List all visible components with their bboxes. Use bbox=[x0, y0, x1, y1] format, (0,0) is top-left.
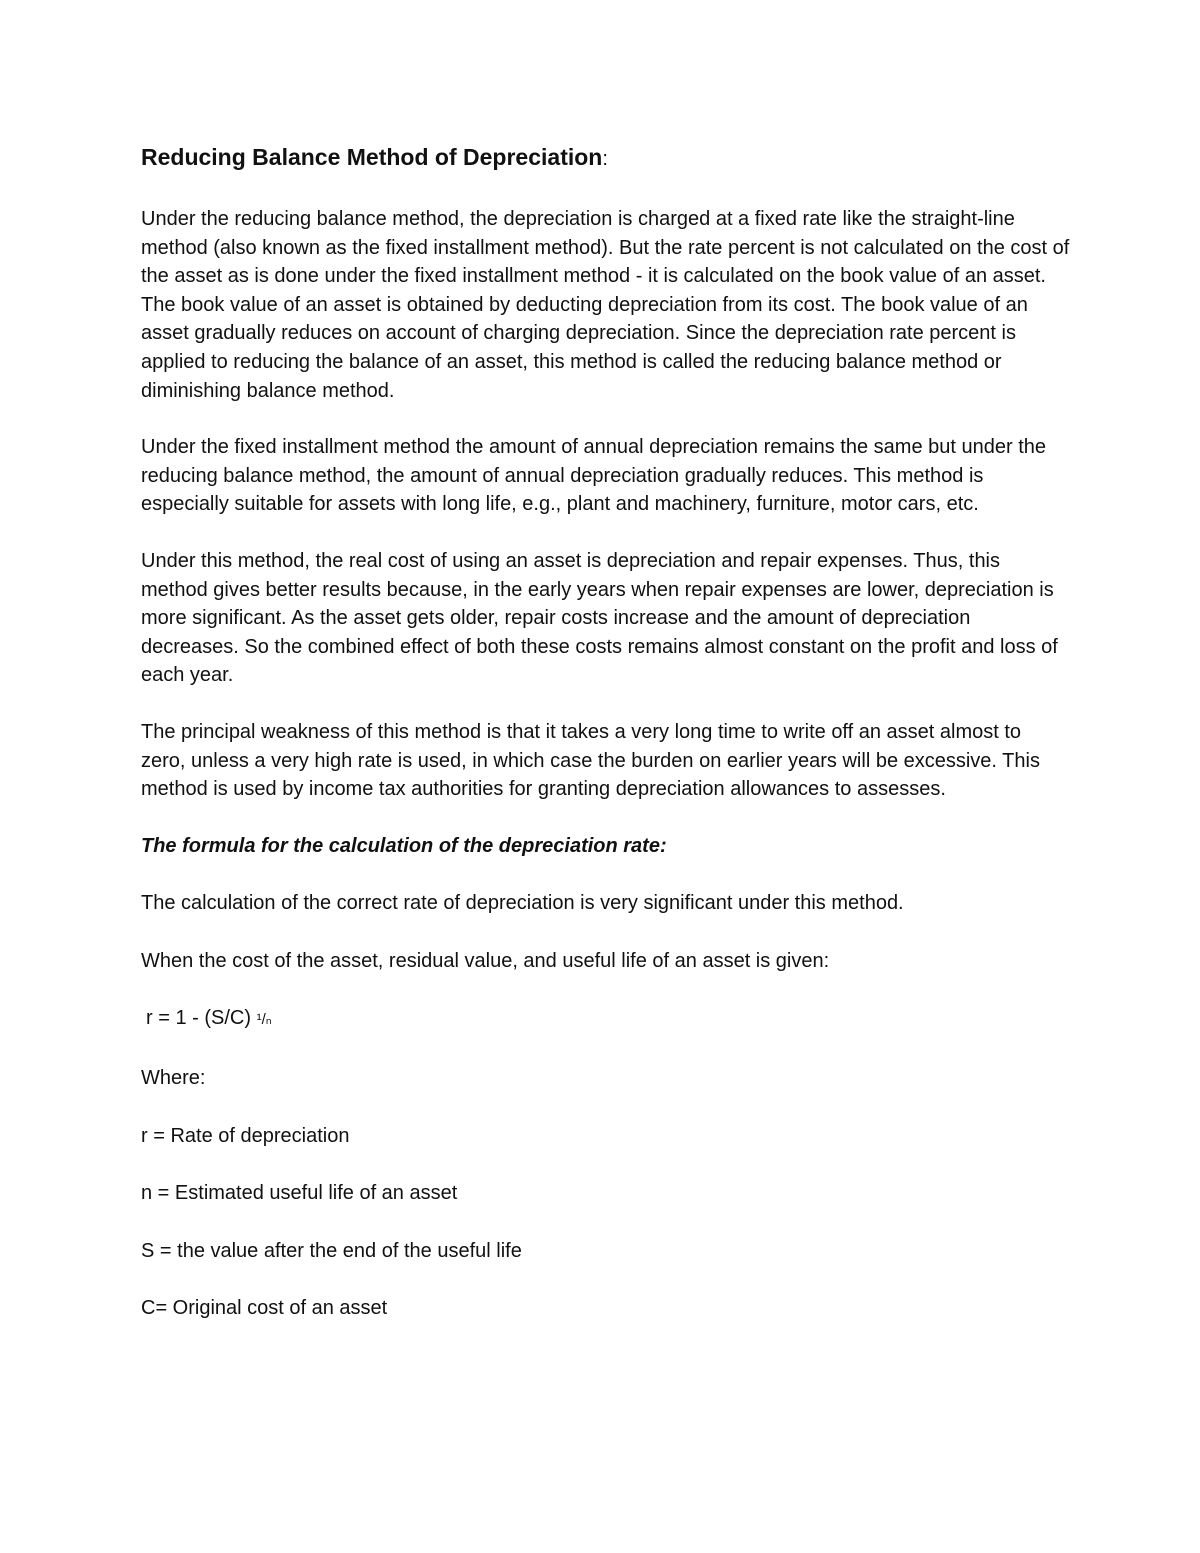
document-body bbox=[141, 140, 1071, 1323]
formula-intro: The calculation of the correct rate of depreciation is very significant under this method. bbox=[141, 892, 904, 915]
formula-heading: The formula for the calculation of the depreciation rate: bbox=[141, 834, 667, 857]
definition-useful-life: n = Estimated useful life of an asset bbox=[141, 1182, 458, 1205]
paragraph-principal-weakness: The principal weakness of this method is that it takes a very long time to write off an asset almost to zero, unless a very high rate is used, in which case the burden on earlier years will be excessive. This method is used by income tax authorities for granting depreciation allowances to assesses. bbox=[141, 720, 1040, 801]
definition-residual-value: S = the value after the end of the useful life bbox=[141, 1239, 522, 1262]
title-colon: : bbox=[602, 148, 608, 170]
paragraph-real-cost: Under this method, the real cost of using an asset is depreciation and repair expenses. Thus, this method gives better results because, in the early years when repair expenses are lower, depreciation is more significant. As the asset gets older, repair costs increase and the amount of depreciation decreases. So the combined effect of both these costs remains almost constant on the profit and loss of each year. bbox=[141, 549, 1058, 687]
definition-original-cost: C= Original cost of an asset bbox=[141, 1297, 388, 1320]
paragraph-reducing-balance-definition: Under the reducing balance method, the depreciation is charged at a fixed rate like the straight-line method (also known as the fixed installment method). But the rate percent is not calculated on the cost of the asset as is done under the fixed installment method - it is calculated on the book value of an asset. The book value of an asset is obtained by deducting depreciation from its cost. The book value of an asset gradually reduces on account of charging depreciation. Since the depreciation rate percent is applied to reducing the balance of an asset, this method is called the reducing balance method or diminishing balance method. bbox=[141, 208, 1070, 402]
equation-exponent: ¹/ₙ bbox=[256, 1011, 272, 1029]
equation-base: r = 1 - (S/C) bbox=[146, 1007, 252, 1030]
document-title bbox=[141, 140, 1071, 176]
depreciation-rate-equation bbox=[146, 1004, 1071, 1035]
where-label: Where: bbox=[141, 1067, 206, 1090]
formula-condition: When the cost of the asset, residual value, and useful life of an asset is given: bbox=[141, 949, 830, 972]
title-text: Reducing Balance Method of Depreciation bbox=[141, 144, 603, 170]
definition-rate: r = Rate of depreciation bbox=[141, 1124, 350, 1147]
paragraph-annual-depreciation: Under the fixed installment method the amount of annual depreciation remains the same but under the reducing balance method, the amount of annual depreciation gradually reduces. This method is especially suitable for assets with long life, e.g., plant and machinery, furniture, motor cars, etc. bbox=[141, 436, 1046, 516]
